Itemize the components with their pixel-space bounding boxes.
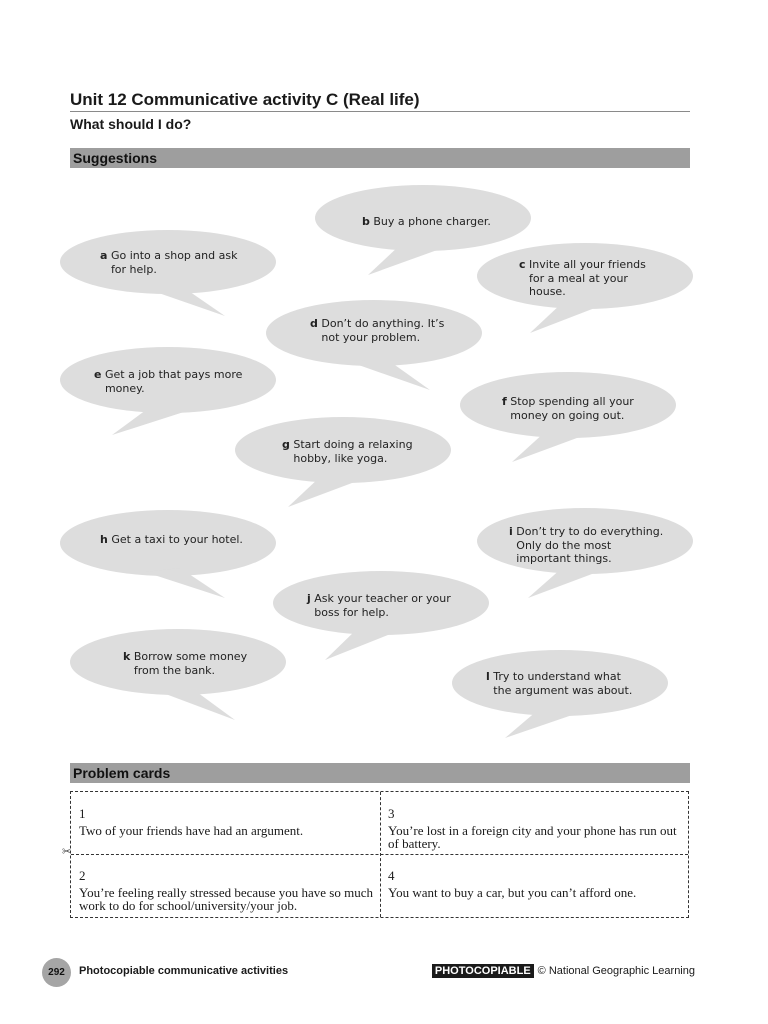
suggestion-c xyxy=(519,258,646,299)
suggestion-text: Stop spending all your money on going out. xyxy=(510,395,634,422)
suggestion-l xyxy=(486,670,632,697)
suggestion-letter: e xyxy=(94,368,102,381)
suggestion-text: Don’t try to do everything. Only do the most important things. xyxy=(516,525,664,565)
speech-bubble-h xyxy=(60,510,276,598)
problem-cards-heading: Problem cards xyxy=(70,763,690,783)
card-text: You’re feeling really stressed because you have so much work to do for school/university/your job. xyxy=(79,884,373,913)
suggestions-heading: Suggestions xyxy=(70,148,690,168)
suggestion-letter: a xyxy=(100,249,108,262)
suggestion-a xyxy=(100,249,237,276)
problem-card-1 xyxy=(79,807,374,837)
problem-card-3 xyxy=(388,807,684,851)
suggestion-letter: j xyxy=(307,592,311,605)
page-number-badge: 292 xyxy=(42,958,71,987)
suggestion-j xyxy=(307,592,451,619)
footer-title: Photocopiable communicative activities xyxy=(79,965,289,977)
footer-copyright-block xyxy=(432,964,695,978)
suggestion-b xyxy=(362,215,491,229)
suggestion-i xyxy=(509,525,663,566)
suggestion-letter: g xyxy=(282,438,290,451)
suggestion-text: Start doing a relaxing hobby, like yoga. xyxy=(293,438,413,465)
suggestion-letter: l xyxy=(486,670,490,683)
suggestion-letter: b xyxy=(362,215,370,228)
suggestion-letter: c xyxy=(519,258,526,271)
suggestion-text: Borrow some money from the bank. xyxy=(133,650,248,677)
card-text: Two of your friends have had an argument. xyxy=(79,822,304,838)
problem-cards-grid xyxy=(70,791,689,918)
suggestion-h xyxy=(100,533,243,547)
suggestion-e xyxy=(94,368,242,395)
card-text: You want to buy a car, but you can’t afford one. xyxy=(388,884,637,900)
suggestion-g xyxy=(282,438,413,465)
suggestion-text: Get a taxi to your hotel. xyxy=(111,533,243,546)
suggestion-letter: k xyxy=(123,650,131,663)
card-number: 4 xyxy=(388,868,395,883)
suggestion-text: Invite all your friends for a meal at your house. xyxy=(529,258,646,298)
suggestion-text: Don’t do anything. It’s not your problem. xyxy=(321,317,445,344)
photocopiable-badge: PHOTOCOPIABLE xyxy=(432,964,534,978)
suggestion-letter: h xyxy=(100,533,108,546)
suggestion-letter: i xyxy=(509,525,513,538)
scissors-icon: ✂ xyxy=(62,846,72,858)
card-number: 1 xyxy=(79,806,86,821)
problem-card-2 xyxy=(79,869,374,913)
card-text: You’re lost in a foreign city and your phone has run out of battery. xyxy=(388,822,677,851)
suggestion-text: Get a job that pays more money. xyxy=(104,368,243,395)
card-number: 3 xyxy=(388,806,395,821)
suggestion-letter: d xyxy=(310,317,318,330)
suggestion-text: Try to understand what the argument was about. xyxy=(493,670,633,697)
suggestion-text: Ask your teacher or your boss for help. xyxy=(314,592,451,619)
page-subtitle: What should I do? xyxy=(70,116,192,132)
problem-card-4 xyxy=(388,869,684,899)
suggestion-d xyxy=(310,317,444,344)
speech-bubble-d xyxy=(266,300,482,390)
copyright-text: © National Geographic Learning xyxy=(537,965,695,977)
cut-line-horizontal xyxy=(71,854,688,855)
page-title: Unit 12 Communicative activity C (Real life) xyxy=(70,90,690,112)
suggestion-letter: f xyxy=(502,395,507,408)
suggestion-k xyxy=(123,650,247,677)
suggestion-text: Go into a shop and ask for help. xyxy=(110,249,238,276)
card-number: 2 xyxy=(79,868,86,883)
suggestion-f xyxy=(502,395,634,422)
suggestion-text: Buy a phone charger. xyxy=(373,215,491,228)
